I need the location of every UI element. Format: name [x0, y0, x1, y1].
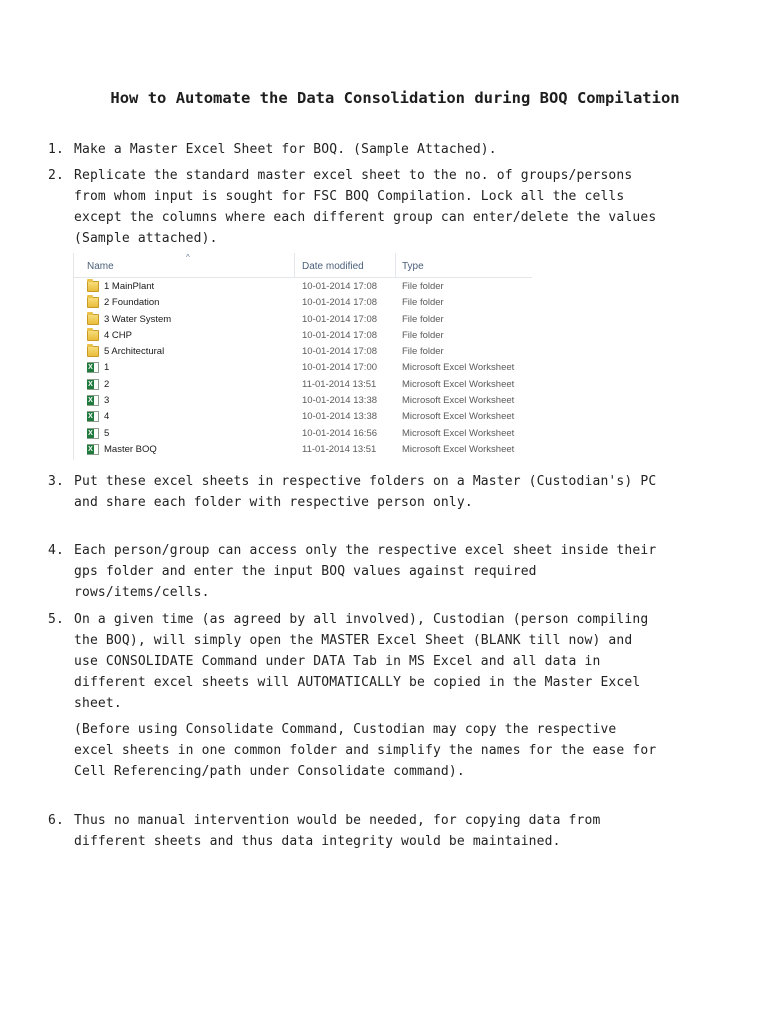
file-date: 10-01-2014 16:56	[302, 427, 378, 439]
file-row	[74, 360, 532, 376]
step-6	[48, 810, 658, 852]
file-name: 2	[104, 378, 110, 390]
excel-icon	[87, 379, 99, 390]
step-number: 2.	[48, 168, 64, 183]
step-2	[48, 165, 658, 249]
file-row	[74, 279, 532, 295]
file-row	[74, 344, 532, 360]
folder-icon	[87, 330, 99, 341]
file-date: 10-01-2014 17:08	[302, 329, 378, 341]
sort-arrow-icon: ^	[186, 253, 190, 262]
consolidate-note: (Before using Consolidate Command, Custodian may copy the respective excel sheets in one common folder and simplify the names for the ease for Cell Referencing/path under Consolidate command).	[74, 722, 657, 779]
excel-icon	[87, 444, 99, 455]
step-1	[48, 139, 658, 160]
file-name: 1	[104, 362, 110, 374]
file-name: 4	[104, 411, 110, 423]
step-number: 1.	[48, 142, 64, 157]
column-type: Type	[402, 261, 424, 272]
step-text: On a given time (as agreed by all involved), Custodian (person compiling the BOQ), will simply open the MASTER Excel Sheet (BLANK till now) and use CONSOLIDATE Command under DATA Tab in MS Excel and all data in different excel sheets will AUTOMATICALLY be copied in the Master Excel sheet.	[74, 612, 649, 711]
file-date: 10-01-2014 13:38	[302, 395, 378, 407]
folder-icon	[87, 314, 99, 325]
file-type: File folder	[402, 281, 444, 292]
file-row	[74, 426, 532, 442]
file-row	[74, 312, 532, 328]
file-date: 10-01-2014 17:00	[302, 362, 378, 374]
step-text: Each person/group can access only the respective excel sheet inside their gps folder and enter the input BOQ values against required rows/items/cells.	[74, 543, 657, 600]
file-name: 5 Architectural	[104, 346, 165, 358]
file-name: 4 CHP	[104, 329, 132, 341]
file-date: 10-01-2014 17:08	[302, 346, 378, 358]
file-date: 11-01-2014 13:51	[302, 443, 377, 455]
file-date: 10-01-2014 13:38	[302, 411, 378, 423]
folder-icon	[87, 297, 99, 308]
document-title: How to Automate the Data Consolidation during BOQ Compilation	[110, 89, 680, 107]
file-type: Microsoft Excel Worksheet	[402, 427, 515, 439]
file-row	[74, 328, 532, 344]
step-text: Replicate the standard master excel sheet to the no. of groups/persons from whom input is sought for FSC BOQ Compilation. Lock all the cells except the columns where each different group can enter/delete the values (Sample attached).	[74, 168, 657, 246]
file-type: Microsoft Excel Worksheet	[402, 378, 515, 390]
folder-icon	[87, 346, 99, 357]
file-name: 3 Water System	[104, 313, 172, 325]
file-type: File folder	[402, 346, 444, 358]
step-5	[48, 609, 658, 714]
file-type: Microsoft Excel Worksheet	[402, 411, 515, 423]
file-explorer-screenshot	[73, 253, 532, 460]
column-divider	[294, 253, 295, 277]
column-name: Name	[87, 261, 114, 272]
step-number: 6.	[48, 813, 64, 828]
file-name: Master BOQ	[104, 443, 157, 455]
excel-icon	[87, 362, 99, 373]
step-3	[48, 471, 658, 513]
file-type: Microsoft Excel Worksheet	[402, 395, 515, 407]
file-date: 10-01-2014 17:08	[302, 281, 378, 292]
file-date: 10-01-2014 17:08	[302, 297, 378, 309]
file-date: 11-01-2014 13:51	[302, 378, 377, 390]
step-text: Put these excel sheets in respective folders on a Master (Custodian's) PC and share each folder with respective person only.	[74, 474, 657, 510]
step-text: Thus no manual intervention would be needed, for copying data from different sheets and thus data integrity would be maintained.	[74, 813, 601, 849]
excel-icon	[87, 411, 99, 422]
step-number: 5.	[48, 612, 64, 627]
file-name: 5	[104, 427, 110, 439]
excel-icon	[87, 395, 99, 406]
file-name: 2 Foundation	[104, 297, 160, 309]
file-row	[74, 409, 532, 425]
excel-icon	[87, 428, 99, 439]
step-text: Make a Master Excel Sheet for BOQ. (Sample Attached).	[74, 142, 497, 157]
file-type: Microsoft Excel Worksheet	[402, 443, 515, 455]
file-row	[74, 295, 532, 311]
file-row	[74, 377, 532, 393]
file-type: File folder	[402, 313, 444, 325]
file-name: 3	[104, 395, 110, 407]
file-row	[74, 442, 532, 458]
column-date-modified: Date modified	[302, 261, 364, 272]
folder-icon	[87, 281, 99, 292]
file-type: File folder	[402, 329, 444, 341]
file-type: Microsoft Excel Worksheet	[402, 362, 515, 374]
file-row	[74, 393, 532, 409]
step-number: 3.	[48, 474, 64, 489]
file-list	[74, 279, 532, 458]
step-number: 4.	[48, 543, 64, 558]
file-name: 1 MainPlant	[104, 281, 155, 292]
file-date: 10-01-2014 17:08	[302, 313, 378, 325]
explorer-column-header	[74, 253, 532, 278]
file-type: File folder	[402, 297, 444, 309]
step-4	[48, 540, 658, 603]
column-divider	[395, 253, 396, 277]
